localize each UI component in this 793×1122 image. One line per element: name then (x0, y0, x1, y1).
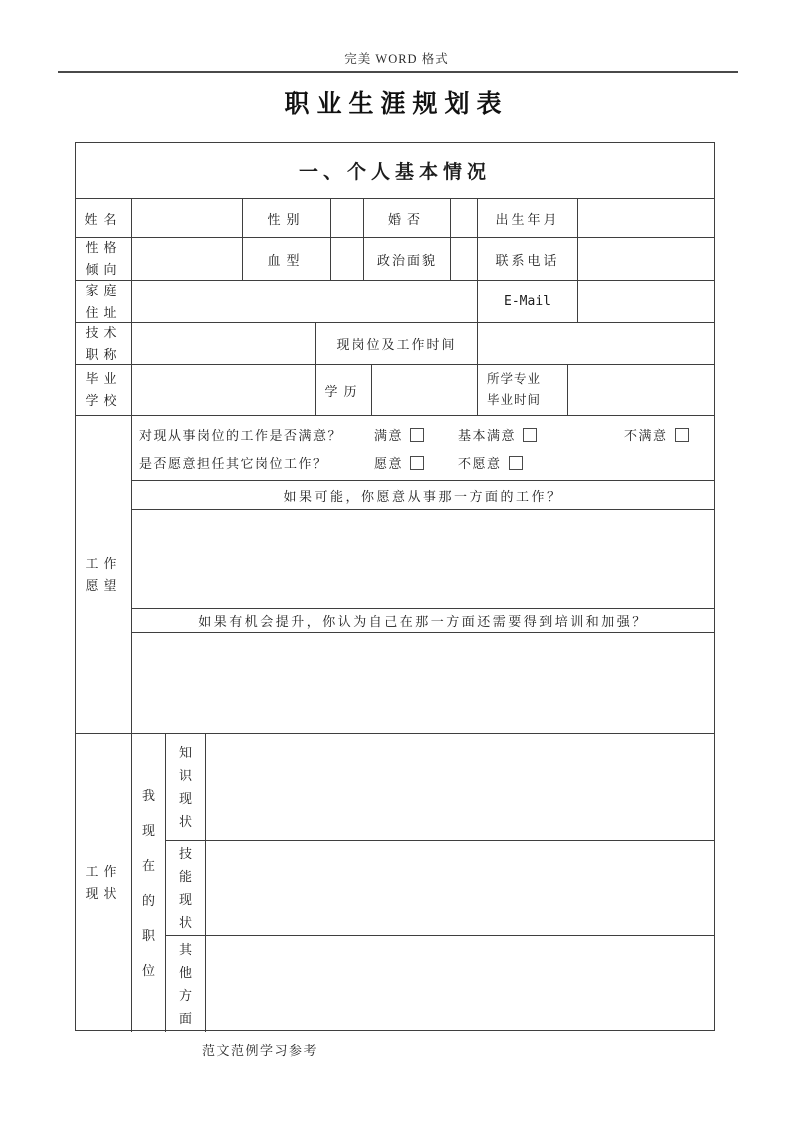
question-line-1 (132, 425, 714, 447)
knowledge-status-input-area[interactable] (206, 734, 714, 840)
gender-input-cell[interactable] (331, 199, 364, 237)
header-note: 完美 WORD 格式 (344, 52, 449, 66)
blood-type-label: 血型 (243, 238, 331, 280)
skill-status-row (166, 841, 714, 936)
graduate-school-input-cell[interactable] (132, 365, 316, 415)
option-unwilling: 不愿意 (458, 453, 523, 472)
section-title: 一、个人基本情况 (298, 162, 491, 183)
education-label: 学历 (316, 365, 372, 415)
row-tech-title (76, 323, 714, 365)
work-status-label: 工作现状 (76, 734, 132, 1032)
current-position-label: 我现在的职位 (132, 734, 166, 1032)
row-name (76, 199, 714, 238)
basically-satisfied-checkbox[interactable] (523, 428, 537, 442)
header-divider (58, 71, 738, 73)
unwilling-checkbox[interactable] (509, 456, 523, 470)
preferred-work-question: 如果可能，你愿意从事那一方面的工作？ (132, 481, 714, 510)
name-label: 姓名 (76, 199, 132, 237)
education-input-cell[interactable] (372, 365, 478, 415)
section-header-row (76, 143, 714, 199)
q1-text: 对现从事岗位的工作是否满意？ (139, 428, 343, 443)
knowledge-status-label: 知识现状 (166, 734, 206, 840)
tech-title-input-cell[interactable] (132, 323, 316, 364)
training-needs-answer-area[interactable] (132, 633, 714, 733)
email-label: E-Mail (478, 281, 578, 322)
personality-input-cell[interactable] (132, 238, 243, 280)
marital-input-cell[interactable] (451, 199, 478, 237)
preferred-work-answer-area[interactable] (132, 510, 714, 609)
unsatisfied-checkbox[interactable] (675, 428, 689, 442)
footer-note: 范文范例学习参考 (202, 1043, 319, 1058)
phone-label: 联系电话 (478, 238, 578, 280)
basic-info-table (75, 142, 715, 1031)
other-aspects-label: 其他方面 (166, 936, 206, 1032)
row-school (76, 365, 714, 416)
personality-label: 性格倾向 (76, 238, 132, 280)
marital-label: 婚否 (364, 199, 451, 237)
skill-status-label: 技能现状 (166, 841, 206, 935)
option-unsatisfied: 不满意 (624, 425, 689, 444)
current-post-label: 现岗位及工作时间 (316, 323, 478, 364)
row-work-status (76, 734, 714, 1032)
current-post-input-cell[interactable] (478, 323, 714, 364)
email-input-cell[interactable] (578, 281, 714, 322)
knowledge-status-row (166, 734, 714, 841)
other-aspects-input-area[interactable] (206, 936, 714, 1032)
political-status-label: 政治面貌 (364, 238, 451, 280)
willing-checkbox[interactable] (410, 456, 424, 470)
major-input-cell[interactable] (568, 365, 714, 415)
q2-text: 是否愿意担任其它岗位工作？ (139, 456, 328, 471)
major-label: 所学专业 毕业时间 (478, 365, 568, 415)
work-status-rows (166, 734, 714, 1032)
satisfied-checkbox[interactable] (410, 428, 424, 442)
option-willing: 愿意 (374, 453, 424, 472)
satisfaction-questions (132, 416, 714, 481)
blood-type-input-cell[interactable] (331, 238, 364, 280)
gender-label: 性别 (243, 199, 331, 237)
other-aspects-row (166, 936, 714, 1032)
tech-title-label: 技术职称 (76, 323, 132, 364)
birth-date-label: 出生年月 (478, 199, 578, 237)
training-needs-question: 如果有机会提升，你认为自己在那一方面还需要得到培训和加强？ (132, 609, 714, 633)
skill-status-input-area[interactable] (206, 841, 714, 935)
phone-input-cell[interactable] (578, 238, 714, 280)
page-title: 职业生涯规划表 (284, 91, 509, 118)
name-input-cell[interactable] (132, 199, 243, 237)
row-personality (76, 238, 714, 281)
work-wish-label: 工作愿望 (76, 416, 132, 733)
birth-date-input-cell[interactable] (578, 199, 714, 237)
home-address-input-cell[interactable] (132, 281, 478, 322)
question-line-2 (132, 453, 714, 475)
political-status-input-cell[interactable] (451, 238, 478, 280)
graduate-school-label: 毕业学校 (76, 365, 132, 415)
home-address-label: 家庭住址 (76, 281, 132, 322)
option-basically-satisfied: 基本满意 (458, 425, 537, 444)
row-address (76, 281, 714, 323)
work-wish-area (132, 416, 714, 733)
row-work-wish (76, 416, 714, 734)
option-satisfied: 满意 (374, 425, 424, 444)
